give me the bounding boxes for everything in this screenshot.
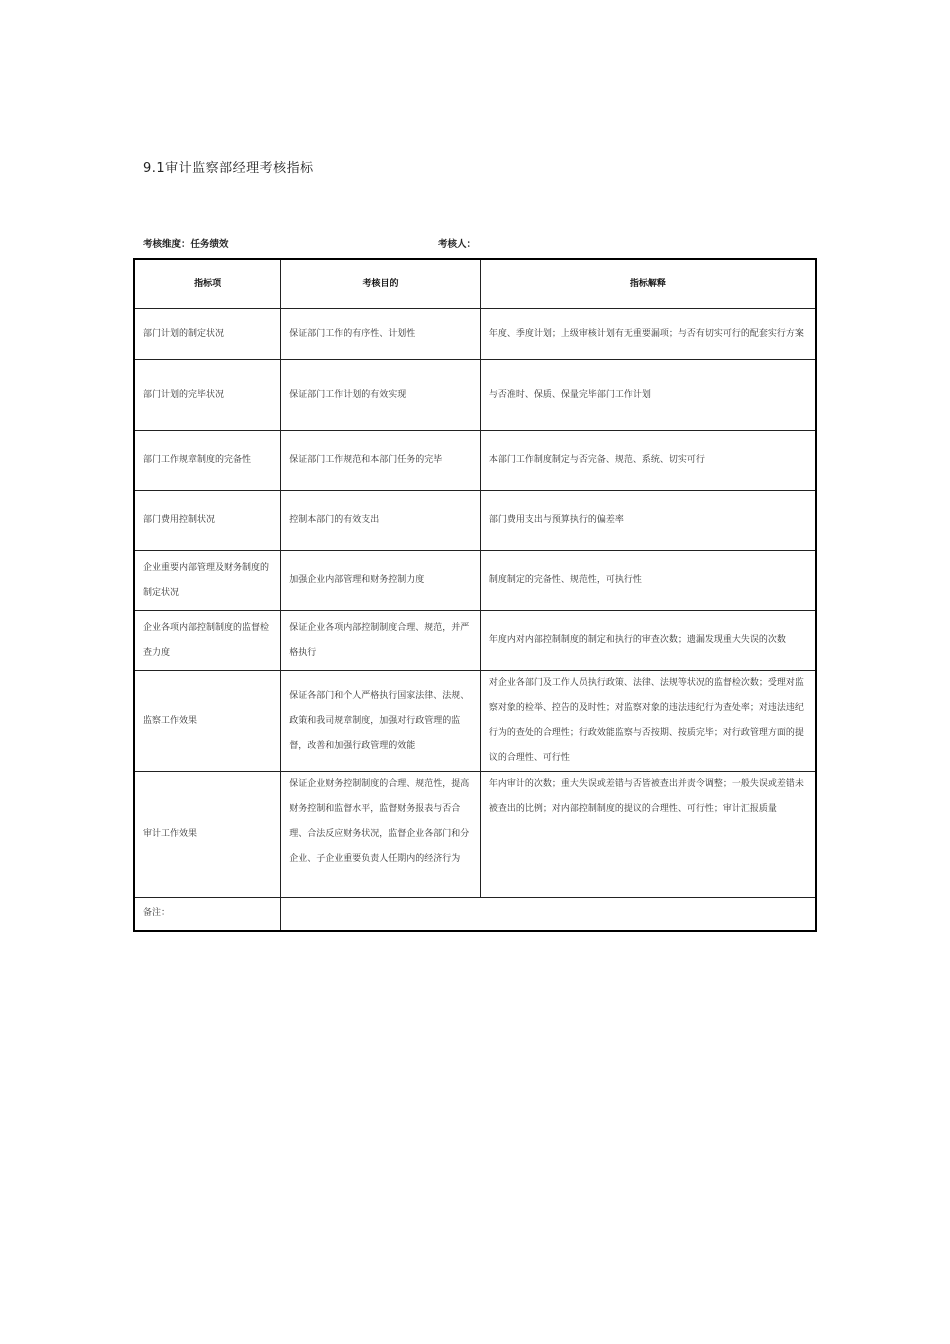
cell-explanation: 年度、季度计划；上级审核计划有无重要漏项；与否有切实可行的配套实行方案: [480, 309, 816, 360]
table-row: [134, 309, 816, 360]
cell-item: 监察工作效果: [134, 671, 281, 772]
table-row: [134, 491, 816, 551]
cell-item: 审计工作效果: [134, 772, 281, 898]
cell-item: 部门计划的制定状况: [134, 309, 281, 360]
document-title: 9.1审计监察部经理考核指标: [143, 161, 314, 176]
cell-purpose: 控制本部门的有效支出: [281, 491, 481, 551]
cell-purpose: 保证企业财务控制制度的合理、规范性，提高财务控制和监督水平，监督财务报表与否合理、合法反应财务状况，监督企业各部门和分企业、子企业重要负责人任期内的经济行为: [281, 772, 481, 898]
table-row: [134, 551, 816, 611]
cell-purpose: 加强企业内部管理和财务控制力度: [281, 551, 481, 611]
assessment-dimension: 考核维度：任务绩效: [143, 239, 229, 250]
cell-purpose: 保证部门工作计划的有效实现: [281, 360, 481, 431]
cell-explanation: 年内审计的次数；重大失误或差错与否皆被查出并责令调整；一般失误或差错未被查出的比例；对内部控制制度的提议的合理性、可行性；审计汇报质量: [480, 772, 816, 898]
table-header-row: [134, 259, 816, 309]
remarks-row: [134, 898, 816, 931]
cell-explanation: 本部门工作制度制定与否完备、规范、系统、切实可行: [480, 431, 816, 491]
header-explanation: 指标解释: [480, 259, 816, 309]
cell-purpose: 保证企业各项内部控制制度合理、规范，并严格执行: [281, 611, 481, 671]
remarks-label: 备注：: [134, 898, 281, 931]
cell-purpose: 保证部门工作的有序性、计划性: [281, 309, 481, 360]
cell-item: 部门费用控制状况: [134, 491, 281, 551]
cell-item: 部门计划的完毕状况: [134, 360, 281, 431]
cell-explanation: 与否准时、保质、保量完毕部门工作计划: [480, 360, 816, 431]
cell-purpose: 保证各部门和个人严格执行国家法律、法规、政策和我司规章制度，加强对行政管理的监督，改善和加强行政管理的效能: [281, 671, 481, 772]
cell-explanation: 制度制定的完备性、规范性，可执行性: [480, 551, 816, 611]
header-item: 指标项: [134, 259, 281, 309]
assessor-label: 考核人：: [438, 239, 477, 250]
table-row: [134, 431, 816, 491]
cell-explanation: 部门费用支出与预算执行的偏差率: [480, 491, 816, 551]
remarks-value: [281, 898, 816, 931]
table-row: [134, 611, 816, 671]
table-row: [134, 360, 816, 431]
cell-explanation: 年度内对内部控制制度的制定和执行的审查次数；遗漏发现重大失误的次数: [480, 611, 816, 671]
table-row: [134, 772, 816, 898]
cell-item: 部门工作规章制度的完备性: [134, 431, 281, 491]
kpi-table: [133, 258, 817, 932]
cell-explanation: 对企业各部门及工作人员执行政策、法律、法规等状况的监督检次数；受理对监察对象的检举、控告的及时性；对监察对象的违法违纪行为查处率；对违法违纪行为的查处的合理性；行政效能监察与否按期、按质完毕；对行政管理方面的提议的合理性、可行性: [480, 671, 816, 772]
table-row: [134, 671, 816, 772]
header-purpose: 考核目的: [281, 259, 481, 309]
cell-purpose: 保证部门工作规范和本部门任务的完毕: [281, 431, 481, 491]
cell-item: 企业重要内部管理及财务制度的制定状况: [134, 551, 281, 611]
cell-item: 企业各项内部控制制度的监督检查力度: [134, 611, 281, 671]
